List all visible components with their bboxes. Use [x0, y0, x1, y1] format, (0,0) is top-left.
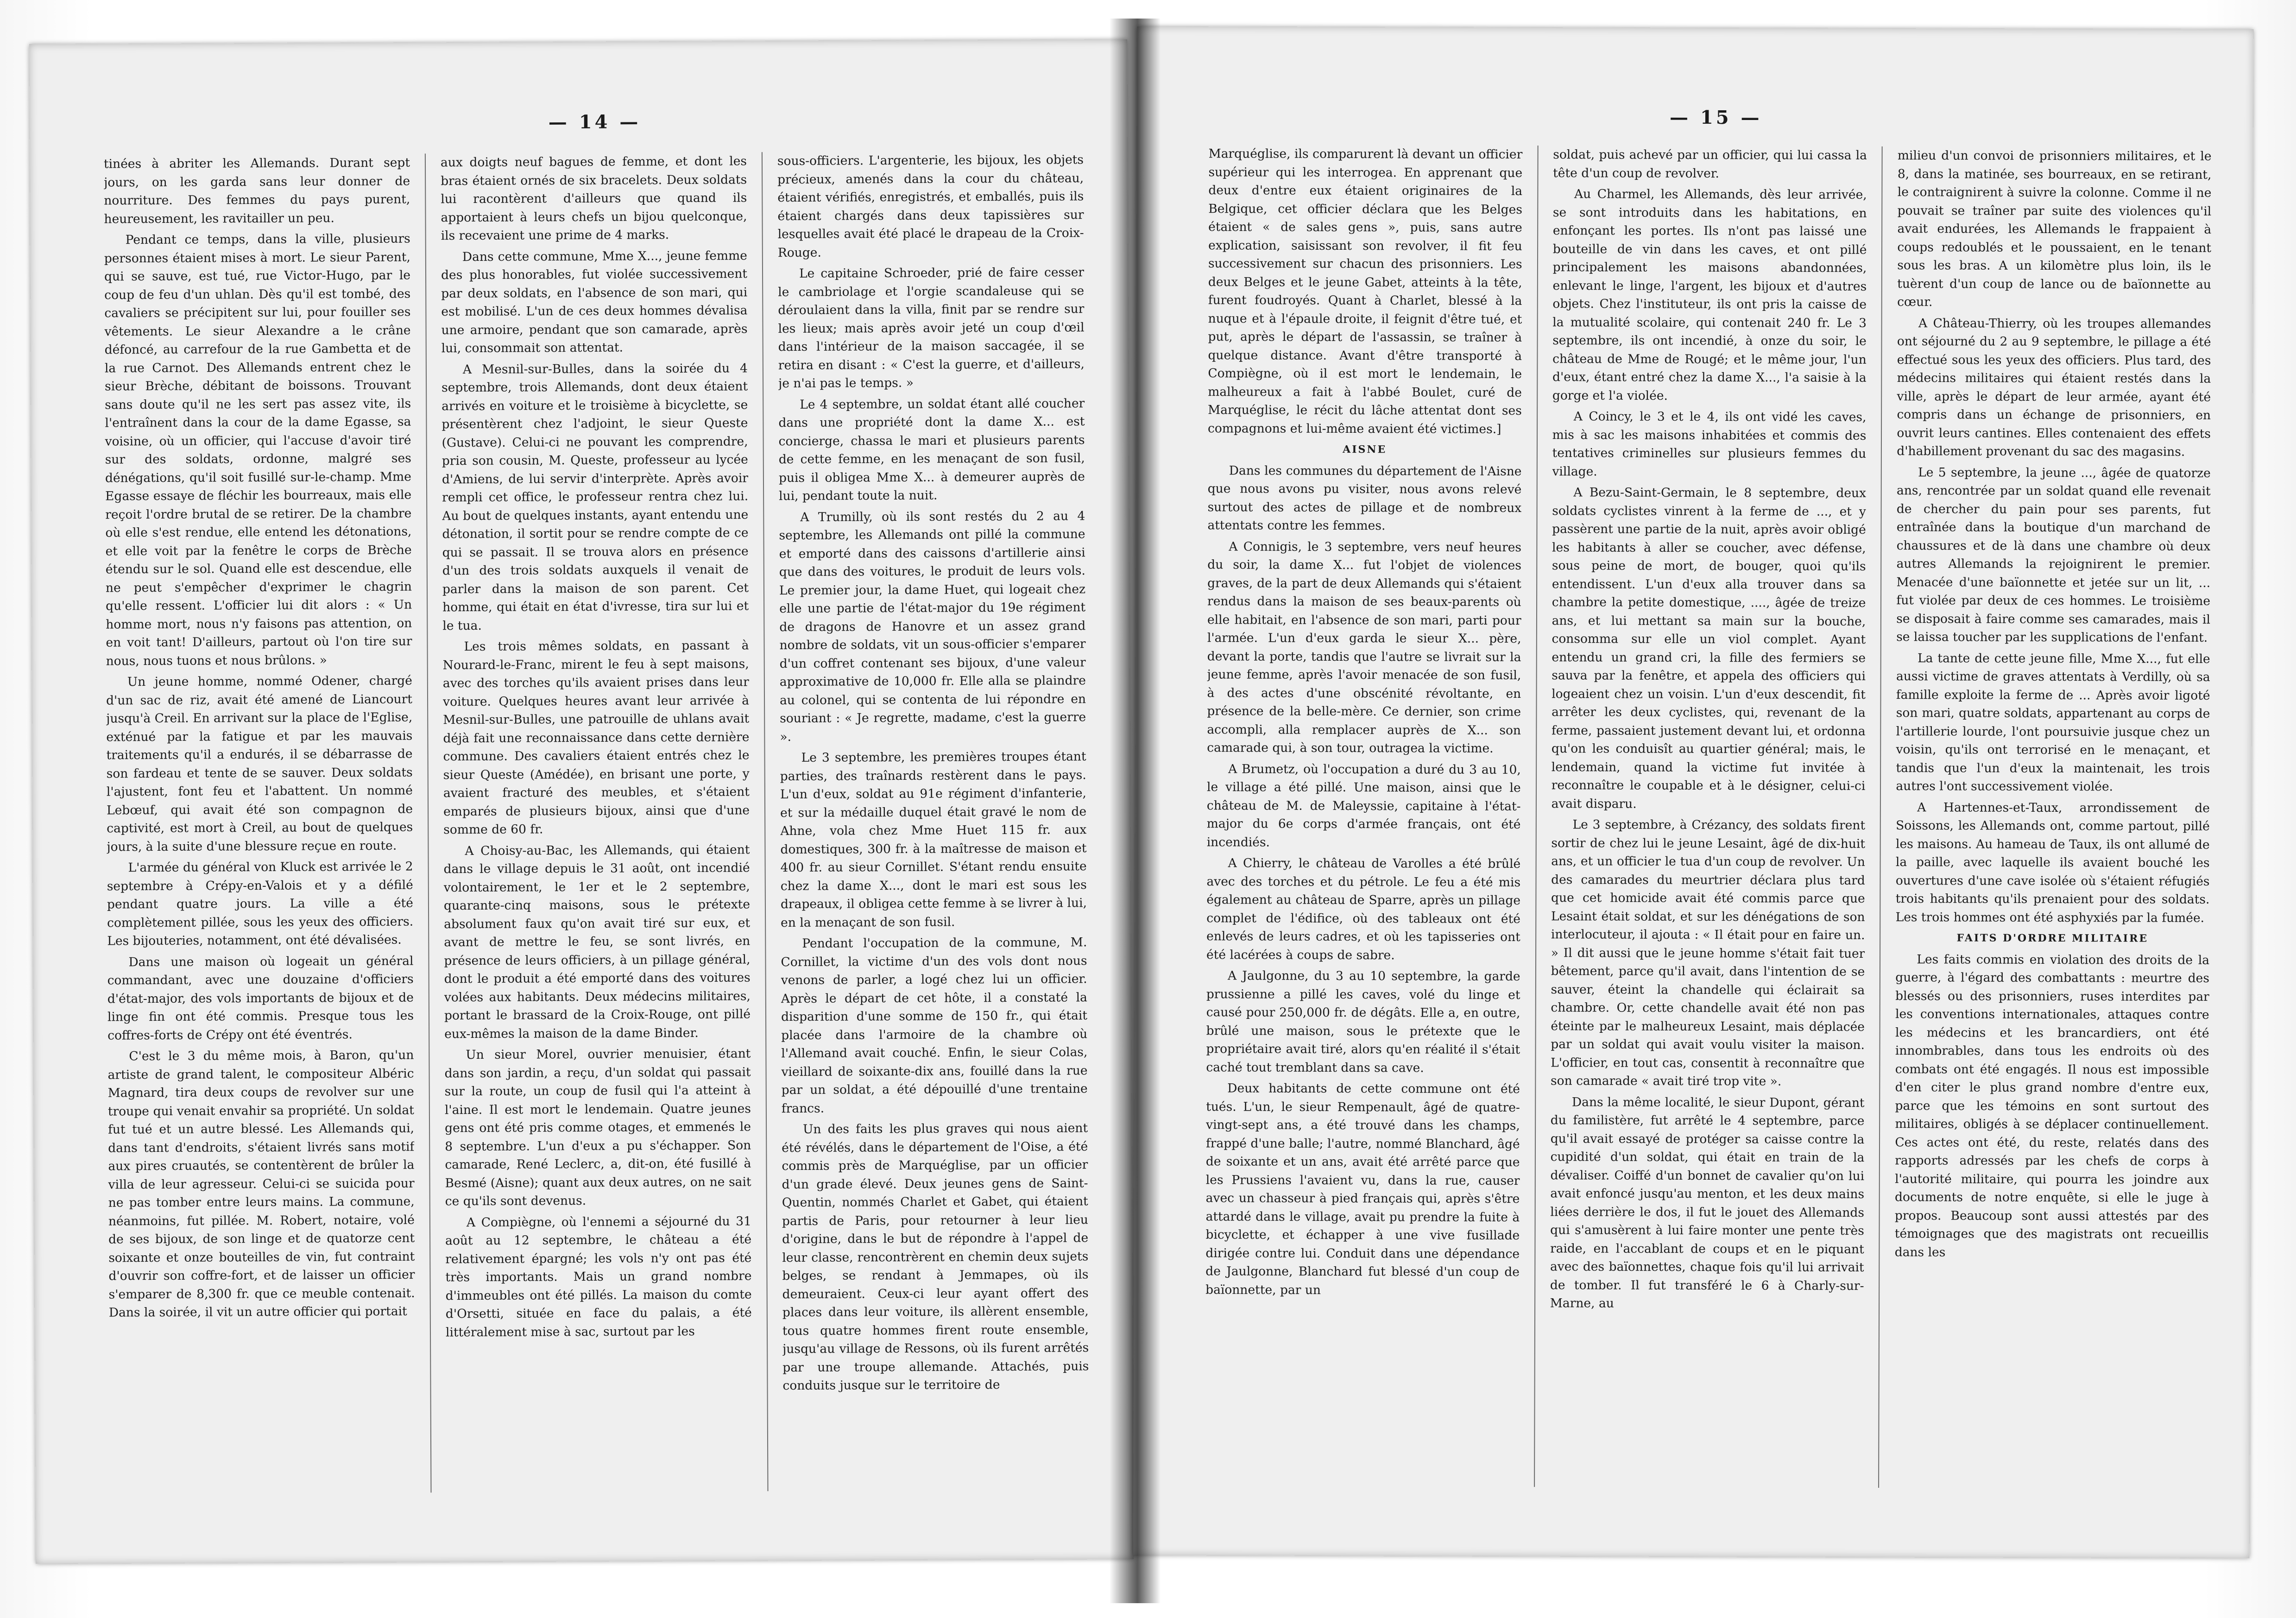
- left-page: [29, 39, 1134, 1564]
- section-heading-faits-militaires: FAITS D'ORDRE MILITAIRE: [1956, 932, 2149, 945]
- paragraph: A Bezu-Saint-Germain, le 8 septembre, deux soldats cyclistes vinrent à la ferme de ..., et y passèrent une partie de la nuit, après avoir obligé les habitants à aller se coucher, avec défense, sous peine de mort, de bouger, quoi qu'ils entendissent. L'un d'eux alla trouver dans sa chambre la petite domestique, ...., âgée de treize ans, et lui mettant sa main sur la bouche, consomma sur elle un viol complet. Ayant entendu un grand cri, la fille des fermiers se sauva par la fenêtre, et appela des officiers qui logeaient chez un voisin. L'un d'eux descendit, fit arrêter les deux cyclistes, qui, revenant de la ferme, passaient justement devant lui, et ordonna qu'on les conduisît au quartier général; mais, le lendemain, quand la victime fut invitée à reconnaître le coupable et à le désigner, celui-ci avait disparu.: [1551, 485, 1867, 811]
- paragraph: A Choisy-au-Bac, les Allemands, qui étaient dans le village depuis le 31 août, ont incendié volontairement, le 1er et le 2 septembre, quarante-cinq maisons, sous le prétexte absolument faux qu'on avait tiré sur eux, et avant de mettre le feu, se sont livrés, en présence de leurs officiers, à un pillage général, dont le produit a été emporté dans des voitures volées aux habitants. Deux médecins militaires, portant le brassard de la Croix-Rouge, ont pillé eux-mêmes la maison de la dame Binder.: [443, 842, 751, 1041]
- page-number-right: — 15 —: [1669, 106, 1762, 129]
- paragraph: A Mesnil-sur-Bulles, dans la soirée du 4 septembre, trois Allemands, dont deux étaient arrivés en voiture et le troisième à bicyclette, se présentèrent chez l'adjoint, le sieur Queste (Gustave). Celui-ci ne pouvant les comprendre, pria son cousin, M. Queste, professeur au lycée d'Amiens, de lui servir d'interprète. Après avoir rempli cet office, le professeur rentra chez lui. Au bout de quelques instants, ayant entendu une détonation, il sortit pour se rendre compte de ce qui se passait. Il se trouva alors en présence d'un des trois soldats auxquels il venait de parler dans la maison de son parent. Cet homme, qui était en état d'ivresse, tira sur lui et le tua.: [442, 360, 749, 633]
- paragraph: A Connigis, le 3 septembre, vers neuf heures du soir, la dame X... fut l'objet de violences graves, de la part de deux Allemands qui s'étaient rendus dans la maison de ses beaux-parents où elle habitait, en l'absence de son mari, parti pour l'armée. L'un d'eux garda le sieur X... père, devant la porte, tandis que l'autre se livrait sur la jeune femme, après l'avoir menacée de son fusil, à des actes d'une obscénité révoltante, en présence de la belle-mère. Ce dernier, son crime accompli, alla remplacer auprès de X... son camarade qui, à son tour, outragea la victime.: [1207, 539, 1522, 756]
- right-column-3: [1894, 146, 2211, 1489]
- paragraph: Le 3 septembre, à Crézancy, des soldats firent sortir de chez lui le jeune Lesaint, âgé de dix-huit ans, et un officier le tua d'un coup de revolver. Un des camarades du meurtrier déclara plus tard que cet homicide avait été commis parce que Lesaint était soldat, et sur les dénégations de son interlocuteur, il ajouta : « Il était pour en faire un. » Il dit aussi que le jeune homme s'était fait tuer bêtement, parce qu'il avait, dans l'intention de se sauver, éteint la chandelle qui éclairait sa chambre. Or, cette chandelle avait été non pas éteinte par le malheureux Lesaint, mais déplacée par un soldat qui avait voulu visiter la maison. L'officier, en tout cas, consentit à reconnaître que son camarade « avait tiré trop vite ».: [1551, 817, 1866, 1089]
- paragraph: A Brumetz, où l'occupation a duré du 3 au 10, le village a été pillé. Une maison, ainsi que le château de M. de Maleyssie, capitaine à l'état-major du 6e corps d'armée français, ont été incendiés.: [1206, 761, 1521, 850]
- column-rule: [762, 152, 769, 1491]
- page-number-left: — 14 —: [548, 111, 641, 133]
- paragraph: Marquéglise, ils comparurent là devant un officier supérieur qui les interrogea. En apprenant que deux d'entre eux étaient originaires de la Belgique, cet officier déclara que les Belges étaient « de sales gens », puis, sans autre explication, saisissant son revolver, il fit feu successivement sur chacun des prisonniers. Les deux Belges et le jeune Gabet, atteints à la tête, furent foudroyés. Quant à Charlet, blessé à la nuque et à l'épaule droite, il feignit d'être tué, et put, après le départ de l'assassin, se traîner à quelque distance. Avant d'être transporté à Compiègne, où il est mort le lendemain, le malheureux a fait à l'abbé Boulet, curé de Marquéglise, le récit du lâche attentat dont ses compagnons et lui-même avaient été victimes.]: [1208, 146, 1523, 436]
- paragraph: Pendant ce temps, dans la ville, plusieurs personnes étaient mises à mort. Le sieur Parent, qui se sauve, est tué, rue Victor-Hugo, par le coup de feu d'un uhlan. Dès qu'il est tombé, des cavaliers se précipitent sur lui, pour fouiller ses vêtements. Le sieur Alexandre a le crâne défoncé, au carrefour de la rue Gambetta et de la rue Carnot. Des Allemands entrent chez le sieur Brèche, débitant de boissons. Trouvant sans doute qu'il ne les sert pas assez vite, ils l'entraînent dans la cour de la dame Egasse, sa voisine, où un officier, qui l'accuse d'avoir tiré sur des soldats, ordonne, malgré ses dénégations, qu'il soit fusillé sur-le-champ. Mme Egasse essaye de fléchir les bourreaux, mais elle reçoit l'ordre brutal de se retirer. De la chambre où elle s'est rendue, elle entend les détonations, et elle voit par la fenêtre le corps de Brèche étendu sur le sol. Quand elle est descendue, elle ne peut s'empêcher d'exprimer le chagrin qu'elle ressent. L'officier lui dit alors : « Un homme mort, nous n'y faisons pas attention, on en voit tant! D'ailleurs, partout où l'on tire sur nous, nous tuons et nous brûlons. »: [104, 231, 412, 668]
- left-page-columns: [104, 151, 1090, 1494]
- paragraph: Le 4 septembre, un soldat étant allé coucher dans une propriété dont la dame X... est concierge, chassa le mari et plusieurs parents de cette femme, en les menaçant de son fusil, puis il obligea Mme X... à demeurer auprès de lui, pendant toute la nuit.: [778, 396, 1085, 504]
- paragraph: La tante de cette jeune fille, Mme X..., fut elle aussi victime de graves attentats à Verdilly, où sa famille exploite la ferme de ... Après avoir ligoté son mari, quatre soldats, appartenant au corps de l'artillerie lourde, l'ont poursuivie jusque chez un voisin, qu'ils ont terrorisé en le menaçant, et tandis que l'un d'eux la maintenait, les trois autres l'ont successivement violée.: [1896, 651, 2210, 794]
- column-rule: [425, 153, 432, 1492]
- paragraph: Les faits commis en violation des droits de la guerre, à l'égard des combattants : meurtre des blessés ou des prisonniers, ruses interdites par les conventions internationales, attaques contre les médecins et les brancardiers, ont été innombrables, dans tous les endroits où des combats ont été engagés. Il nous est impossible d'en citer le plus grand nombre d'entre eux, parce que les témoins en sont surtout des militaires, obligés à se déplacer continuellement. Ces actes ont été, du reste, relatés dans des rapports adressés par les chefs de corps à l'autorité militaire, qui pourra les joindre aux documents de notre enquête, si elle le juge à propos. Beaucoup sont aussi attestés par des témoignages que des magistrats ont recueillis dans les: [1894, 952, 2210, 1259]
- column-rule: [1534, 145, 1539, 1487]
- left-column-3: [777, 151, 1090, 1491]
- paragraph: tinées à abriter les Allemands. Durant sept jours, on les garda sans leur donner de nourriture. Des femmes du pays purent, heureusement, les ravitailler un peu.: [103, 155, 410, 226]
- paragraph: L'armée du général von Kluck est arrivée le 2 septembre à Crépy-en-Valois et y a défilé pendant quatre jours. La ville a été complètement pillée, sous les yeux des officiers. Les bijouteries, notamment, ont été dévalisées.: [107, 859, 414, 948]
- paragraph: A Jaulgonne, du 3 au 10 septembre, la garde prussienne a pillé les caves, volé du linge et causé pour 250,000 fr. de dégâts. Elle a, en outre, brûlé une maison, sous le prétexte que le propriétaire avait tiré, alors qu'en réalité il s'était caché tout tremblant dans sa cave.: [1206, 968, 1520, 1075]
- paragraph: A Trumilly, où ils sont restés du 2 au 4 septembre, les Allemands ont pillé la commune et emporté dans des caissons d'artillerie ainsi que dans des voitures, le produit de leurs vols. Le premier jour, la dame Huet, qui logeait chez elle une partie de l'état-major du 19e régiment de dragons de Hanovre et un assez grand nombre de soldats, vit un sous-officier s'emparer d'un coffret contenant ses bijoux, d'une valeur approximative de 10,000 fr. Elle alla se plaindre au colonel, qui se contenta de lui répondre en souriant : « Je regrette, madame, c'est la guerre ».: [779, 508, 1086, 744]
- paragraph: aux doigts neuf bagues de femme, et dont les bras étaient ornés de six bracelets. Deux soldats lui racontèrent d'ailleurs que quand ils apportaient à leurs chefs un bijou quelconque, ils recevaient une prime de 4 marks.: [440, 154, 747, 243]
- paragraph: Les trois mêmes soldats, en passant à Nourard-le-Franc, mirent le feu à sept maisons, avec des torches qu'ils avaient prises dans leur voiture. Quelques heures avant leur arrivée à Mesnil-sur-Bulles, une patrouille de uhlans avait déjà fait une reconnaissance dans cette dernière commune. Des cavaliers étaient entrés chez le sieur Queste (Amédée), en brisant une porte, y avaient fracturé des meubles, et s'étaient emparés de plusieurs bijoux, ainsi que d'une somme de 60 fr.: [442, 638, 750, 837]
- paragraph: C'est le 3 du même mois, à Baron, qu'un artiste de grand talent, le compositeur Albéric Magnard, tira deux coups de revolver sur une troupe qui venait envahir sa propriété. Un soldat fut tué et un autre blessé. Les Allemands qui, dans tant d'endroits, s'étaient livrés sans motif aux pires cruautés, se contentèrent de brûler la villa de leur agresseur. Celui-ci se suicida pour ne pas tomber entre leurs mains. La commune, néanmoins, fut pillée. M. Robert, notaire, volé de ses bijoux, de son linge et de quatorze cent soixante et onze bouteilles de vin, fut contraint d'ouvrir son coffre-fort, et de laisser un officier s'emparer de 8,300 fr. que ce meuble contenait. Dans la soirée, il vit un autre officier qui portait: [107, 1048, 415, 1320]
- paragraph: A Chierry, le château de Varolles a été brûlé avec des torches et du pétrole. Le feu a été mis également au château de Sparre, après un pillage complet de l'édifice, où des tableaux ont été enlevés de leurs cadres, et où les tapisseries ont été lacérées à coups de sabre.: [1206, 856, 1521, 962]
- left-column-1: [104, 154, 416, 1494]
- paragraph: A Coincy, le 3 et le 4, ils ont vidé les caves, mis à sac les maisons inhabitées et commis des tentatives criminelles sur plusieurs femmes du village.: [1552, 409, 1867, 479]
- left-column-2: [441, 152, 753, 1492]
- paragraph: Un des faits les plus graves qui nous aient été révélés, dans le département de l'Oise, a été commis près de Marquéglise, par un officier d'un grade élevé. Deux jeunes gens de Saint-Quentin, nommés Charlet et Gabet, qui étaient partis de Paris, pour retourner à leur lieu d'origine, dans le but de répondre à l'appel de leur classe, rencontrèrent en chemin deux sujets belges, se rendant à Jemmapes, où ils demeuraient. Ceux-ci leur ayant offert des places dans leur voiture, ils allèrent ensemble, tous quatre hommes firent route ensemble, jusqu'au village de Ressons, où ils furent arrêtés par une troupe allemande. Attachés, puis conduits jusque sur le territoire de: [782, 1121, 1089, 1393]
- paragraph: milieu d'un convoi de prisonniers militaires, et le 8, dans la matinée, ses bourreaux, en se retirant, le contraignirent à suivre la colonne. Comme il ne pouvait se traîner par suite des violences qu'il avait endurées, les Allemands le frappaient à coups redoublés et le poussaient, en le tenant sous les bras. A un kilomètre plus loin, ils le tuèrent d'un coup de lance ou de baïonnette au cœur.: [1897, 148, 2212, 310]
- paragraph: Deux habitants de cette commune ont été tués. L'un, le sieur Rempenault, âgé de quatre-vingt-sept ans, a été trouvé dans les champs, frappé d'une balle; l'autre, nommé Blanchard, âgé de soixante et un ans, avait été arrêté parce que les Prussiens l'avaient vu, dans la rue, causer avec un chasseur à pied français qui, après s'être attardé dans le village, avait pu prendre la fuite à bicyclette, et échapper à une vive fusillade dirigée contre lui. Conduit dans une dépendance de Jaulgonne, Blanchard fut blessé d'un coup de baïonnette, par un: [1205, 1081, 1520, 1297]
- right-column-2: [1550, 145, 1867, 1488]
- right-page: [1133, 26, 2254, 1558]
- paragraph: Le 3 septembre, les premières troupes étant parties, des traînards restèrent dans le pays. L'un d'eux, soldat au 91e régiment d'infanterie, et sur la médaille duquel était gravé le nom de Ahne, vola chez Mme Huet 115 fr. aux domestiques, 300 fr. à la maîtresse de maison et 400 fr. au sieur Cornillet. S'étant rendu ensuite chez la dame X..., dont le mari est sous les drapeaux, il obligea cette femme à se livrer à lui, en la menaçant de son fusil.: [780, 749, 1087, 930]
- paragraph: Dans cette commune, Mme X..., jeune femme des plus honorables, fut violée successivement par deux soldats, en l'absence de son mari, qui est mobilisé. L'un de ces deux hommes dévalisa une armoire, pendant que son camarade, après lui, consommait son attentat.: [441, 248, 748, 356]
- paragraph: Au Charmel, les Allemands, dès leur arrivée, se sont introduits dans les habitations, en enfonçant les portes. Ils n'ont pas laissé une bouteille de vin dans les caves, et ont pillé principalement les maisons abandonnées, enlevant le linge, l'argent, les bijoux et d'autres objets. Chez l'instituteur, ils ont pris la caisse de la mutualité scolaire, qui contenait 240 fr. Le 3 septembre, ils ont incendié, à onze du soir, le château de Mme de Rougé; et le même jour, l'un d'eux, étant entré chez la dame X..., l'a saisie à la gorge et l'a violée.: [1552, 187, 1867, 403]
- right-page-columns: [1205, 145, 2212, 1489]
- paragraph: Le capitaine Schroeder, prié de faire cesser le cambriolage et l'orgie scandaleuse qui se déroulaient dans la villa, finit par se rendre sur les lieux; mais après avoir jeté un coup d'œil dans l'intérieur de la maison saccagée, il se retira en disant : « C'est la guerre, et d'ailleurs, je n'ai pas le temps. »: [778, 265, 1085, 391]
- paragraph: A Hartennes-et-Taux, arrondissement de Soissons, les Allemands ont, comme partout, pillé les maisons. Au hameau de Taux, ils ont allumé de la paille, avec laquelle ils avaient bouché les ouvertures d'une cave isolée où s'étaient réfugiés trois habitants qu'ils prenaient pour des soldats. Les trois hommes ont été asphyxiés par la fumée.: [1895, 800, 2210, 925]
- paragraph: Le 5 septembre, la jeune ..., âgée de quatorze ans, rencontrée par un soldat quand elle revenait de chercher du pain pour ses parents, fut entraînée dans la boutique d'un marchand de chaussures et de là dans une chambre où deux autres Allemands la rejoignirent le premier. Menacée d'une baïonnette et jetée sur un lit, ... fut violée par deux de ces hommes. Le troisième se disposait à faire comme ses camarades, mais il se laissa toucher par les supplications de l'enfant.: [1896, 465, 2211, 645]
- paragraph: sous-officiers. L'argenterie, les bijoux, les objets précieux, amenés dans la cour du château, étaient vérifiés, enregistrés, et emballés, puis ils étaient chargés dans deux tapissières sur lesquelles avait été placé le drapeau de la Croix-Rouge.: [777, 152, 1084, 260]
- paragraph: soldat, puis achevé par un officier, qui lui cassa la tête d'un coup de revolver.: [1553, 147, 1867, 181]
- paragraph: Pendant l'occupation de la commune, M. Cornillet, la victime d'un des vols dont nous venons de parler, a logé chez lui un officier. Après le départ de cet hôte, il a constaté la disparition d'une somme de 150 fr., qui était placée dans l'armoire de la chambre où l'Allemand avait couché. Enfin, le sieur Colas, vieillard de soixante-dix ans, fouillé dans la rue par un soldat, a été dépouillé d'une trentaine francs.: [781, 935, 1088, 1116]
- paragraph: Un jeune homme, nommé Odener, chargé d'un sac de riz, avait été amené de Liancourt jusqu'à Creil. En arrivant sur la place de l'Eglise, exténué par la fatigue et par les mauvais traitements qu'il a endurés, il se débarrasse de son fardeau et tente de se sauver. Deux soldats l'ajustent, font feu et l'abattent. Un nommé Lebœuf, qui avait été son compagnon de captivité, est mort à Creil, au bout de quelques jours, à la suite d'une blessure reçue en route.: [106, 673, 413, 854]
- paragraph: Un sieur Morel, ouvrier menuisier, étant dans son jardin, a reçu, d'un soldat qui passait sur la route, un coup de fusil qui l'a atteint à l'aine. Il est mort le lendemain. Quatre jeunes gens ont été pris comme otages, et emmenés le 8 septembre. L'un d'eux a pu s'échapper. Son camarade, René Leclerc, a, dit-on, été fusillé à Besmé (Aisne); quant aux deux autres, on ne sait ce qu'ils sont devenus.: [444, 1046, 751, 1209]
- paragraph: Dans une maison où logeait un général commandant, avec une douzaine d'officiers d'état-major, des vols importants de bijoux et de linge fin ont été commis. Presque tous les coffres-forts de Crépy ont été éventrés.: [107, 954, 414, 1043]
- book-gutter-shadow: [1110, 19, 1161, 1603]
- paragraph: A Château-Thierry, où les troupes allemandes ont séjourné du 2 au 9 septembre, le pillage a été effectué sous les yeux des officiers. Plus tard, des médecins militaires qui étaient restés dans la ville, après le départ de leur armée, ayant été compris dans un échange de prisonniers, en ouvrit leurs cantines. Elles contenaient des effets d'habillement provenant du sac des magasins.: [1897, 316, 2211, 459]
- paragraph: A Compiègne, où l'ennemi a séjourné du 31 août au 12 septembre, le château a été relativement épargné; les vols n'y ont pas été très importants. Mais un grand nombre d'immeubles ont été pillés. La maison du comte d'Orsetti, située en face du palais, a été littéralement mise à sac, surtout par les: [445, 1214, 752, 1340]
- column-rule: [1878, 146, 1883, 1488]
- paragraph: Dans la même localité, le sieur Dupont, gérant du familistère, fut arrêté le 4 septembre, parce qu'il avait essayé de protéger sa caisse contre la cupidité d'un soldat, qui était en train de la dévaliser. Coiffé d'un bonnet de cavalier qu'on lui avait enfoncé jusqu'au menton, et les deux mains liées derrière le dos, il fut le jouet des Allemands qui s'amusèrent à lui faire monter une pente très raide, en l'accablant de coups et en le piquant avec des baïonnettes, chaque fois qu'il lui arrivait de tomber. Il fut transféré le 6 à Charly-sur-Marne, au: [1550, 1094, 1865, 1311]
- right-column-1: [1205, 145, 1522, 1487]
- paragraph: Dans les communes du département de l'Aisne que nous avons pu visiter, nous avons relevé surtout des actes de pillage et de nombreux attentats contre les femmes.: [1207, 463, 1522, 533]
- section-heading-aisne: AISNE: [1343, 443, 1387, 456]
